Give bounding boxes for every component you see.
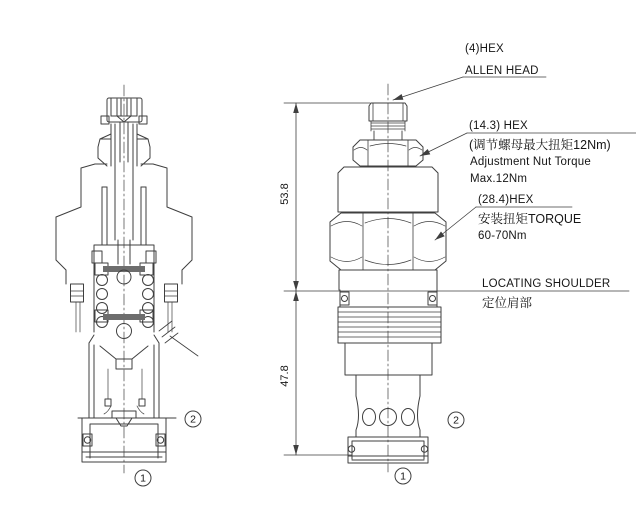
callout-allen-head-line2: ALLEN HEAD	[465, 65, 539, 77]
dimension-upper: 53.8	[279, 183, 291, 205]
balloon-label-port2-section: 2	[190, 413, 196, 426]
callout-adjust-nut-line4: Max.12Nm	[470, 173, 528, 185]
balloon-label-port2-external: 2	[453, 414, 459, 427]
external-oring-groove	[340, 290, 437, 307]
section-seat-poppet	[78, 335, 176, 426]
allen-head-leader	[393, 77, 463, 100]
callout-locating-shoulder-zh: 定位肩部	[482, 296, 533, 310]
callout-adjust-nut-line1: (14.3) HEX	[469, 120, 528, 132]
callout-install-torque-line2: 安装扭矩TORQUE	[478, 212, 582, 226]
external-threads	[338, 307, 441, 375]
callout-allen-head-line1: (4)HEX	[465, 43, 504, 55]
callout-adjust-nut-line2: (调节螺母最大扭矩12Nm)	[469, 138, 611, 152]
dimension-lower: 47.8	[279, 365, 291, 387]
callout-install-torque-line3: 60-70Nm	[478, 230, 527, 242]
balloon-label-port1-section: 1	[140, 472, 146, 485]
section-view	[56, 85, 201, 486]
seat-hatch-leader	[159, 321, 198, 356]
balloon-label-port1-external: 1	[400, 470, 406, 483]
callout-locating-shoulder-en: LOCATING SHOULDER	[482, 278, 611, 290]
callout-adjust-nut-line3: Adjustment Nut Torque	[470, 156, 591, 168]
callout-install-torque-line1: (28.4)HEX	[478, 194, 534, 206]
